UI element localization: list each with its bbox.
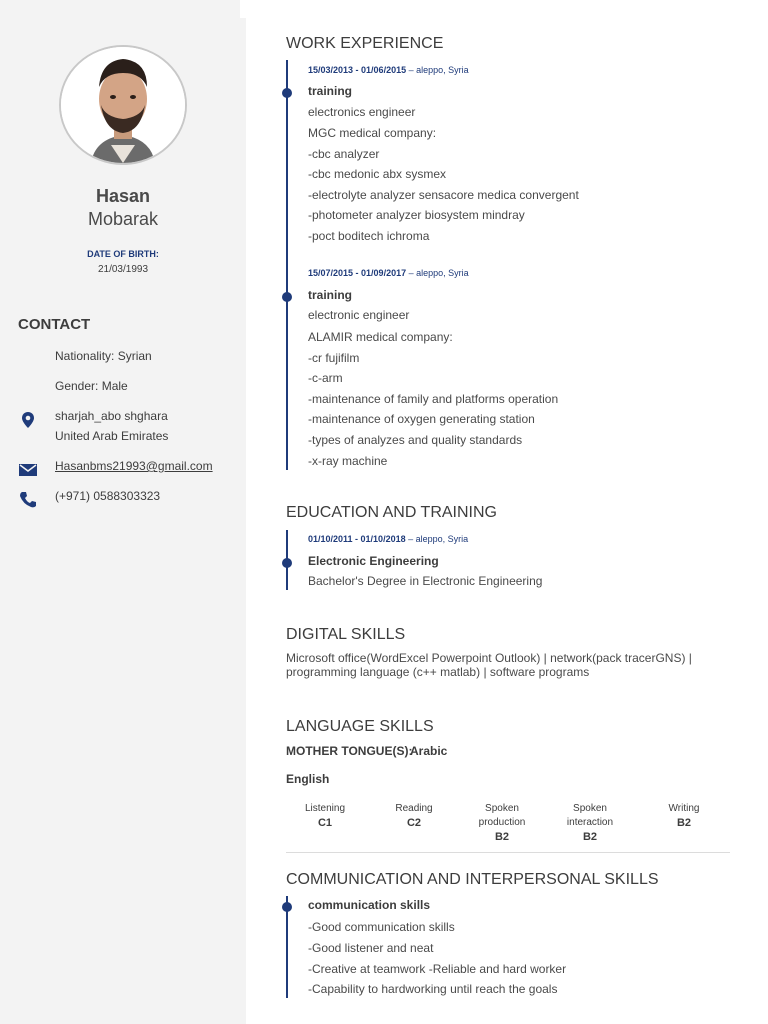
skill-level: B2 [582, 831, 598, 843]
section-divider [286, 852, 730, 853]
work-timeline-bar [286, 60, 288, 470]
skill-label: Spoken production [478, 803, 526, 828]
entry-title: training [308, 288, 352, 302]
entry-date: 15/03/2013 - 01/06/2015 – aleppo, Syria [308, 65, 469, 75]
language-name: English [286, 772, 330, 786]
entry-line: -cbc medonic abx sysmex [308, 167, 447, 181]
entry-line: -types of analyzes and quality standards [308, 433, 523, 447]
entry-title: training [308, 84, 352, 98]
profile-photo [61, 47, 185, 163]
timeline-dot [282, 902, 292, 912]
timeline-dot [282, 292, 292, 302]
language-skill-cell [285, 802, 365, 830]
address-line-1: sharjah_abo shghara [55, 409, 168, 423]
communication-heading: COMMUNICATION AND INTERPERSONAL SKILLS [286, 871, 659, 888]
entry-line: -Creative at teamwork -Reliable and hard worker [308, 962, 567, 976]
skill-label: Listening [304, 803, 346, 814]
entry-line: -cbc analyzer [308, 147, 380, 161]
timeline-dot [282, 558, 292, 568]
entry-line: -Capability to hardworking until reach the goals [308, 982, 558, 996]
language-skill-cell [374, 802, 454, 830]
dob-value: 21/03/1993 [97, 264, 149, 275]
mother-tongue-value: Arabic [410, 744, 448, 758]
entry-line: -cr fujifilm [308, 351, 360, 365]
entry-title: communication skills [308, 898, 431, 912]
phone-number: (+971) 0588303323 [55, 489, 161, 503]
entry-date: 15/07/2015 - 01/09/2017 – aleppo, Syria [308, 268, 469, 278]
email-link[interactable]: Hasanbms21993@gmail.com [55, 459, 213, 473]
entry-line: -maintenance of family and platforms operation [308, 392, 559, 406]
entry-line: -x-ray machine [308, 454, 388, 468]
language-skill-cell [644, 802, 724, 830]
location-icon [18, 410, 38, 430]
entry-line: electronics engineer [308, 105, 416, 119]
skill-level: B2 [494, 831, 510, 843]
mail-icon [18, 460, 38, 480]
entry-line: -electrolyte analyzer sensacore medica convergent [308, 188, 579, 202]
entry-line: -photometer analyzer biosystem mindray [308, 208, 525, 222]
language-skills-heading: LANGUAGE SKILLS [286, 718, 434, 735]
mother-tongue-label: MOTHER TONGUE(S): [286, 744, 413, 758]
skill-level: C2 [406, 817, 422, 829]
language-skill-cell [463, 802, 541, 844]
entry-line: -Good communication skills [308, 920, 455, 934]
entry-line: Bachelor's Degree in Electronic Engineering [308, 574, 543, 588]
skill-label: Writing [668, 803, 700, 814]
contact-heading: CONTACT [18, 316, 91, 333]
education-heading: EDUCATION AND TRAINING [286, 504, 497, 521]
phone-icon [18, 490, 38, 510]
entry-line: MGC medical company: [308, 126, 437, 140]
entry-line: -poct boditech ichroma [308, 229, 430, 243]
entry-line: -Good listener and neat [308, 941, 434, 955]
entry-line: electronic engineer [308, 308, 410, 322]
address-line-2: United Arab Emirates [55, 429, 169, 443]
work-experience-heading: WORK EXPERIENCE [286, 35, 444, 52]
sidebar-notch [240, 0, 246, 18]
skill-level: C1 [317, 817, 333, 829]
entry-line: ALAMIR medical company: [308, 330, 453, 344]
timeline-dot [282, 88, 292, 98]
avatar [59, 45, 187, 165]
entry-title: Electronic Engineering [308, 554, 439, 568]
nationality: Nationality: Syrian [55, 349, 152, 363]
skill-label: Reading [395, 803, 433, 814]
language-skill-cell [551, 802, 629, 844]
entry-line: -maintenance of oxygen generating station [308, 412, 535, 426]
first-name: Hasan [95, 186, 151, 206]
digital-skills-heading: DIGITAL SKILLS [286, 626, 406, 643]
last-name: Mobarak [87, 209, 159, 229]
entry-date: 01/10/2011 - 01/10/2018 – aleppo, Syria [308, 534, 469, 544]
dob-label: DATE OF BIRTH: [87, 249, 159, 259]
skill-label: Spoken interaction [566, 803, 614, 828]
entry-line: -c-arm [308, 371, 343, 385]
digital-skills-text: Microsoft office(WordExcel Powerpoint Outlook) | network(pack tracerGNS) | programming language (c++ matlab) | software programs [286, 651, 692, 679]
skill-level: B2 [676, 817, 692, 829]
gender: Gender: Male [55, 379, 128, 393]
